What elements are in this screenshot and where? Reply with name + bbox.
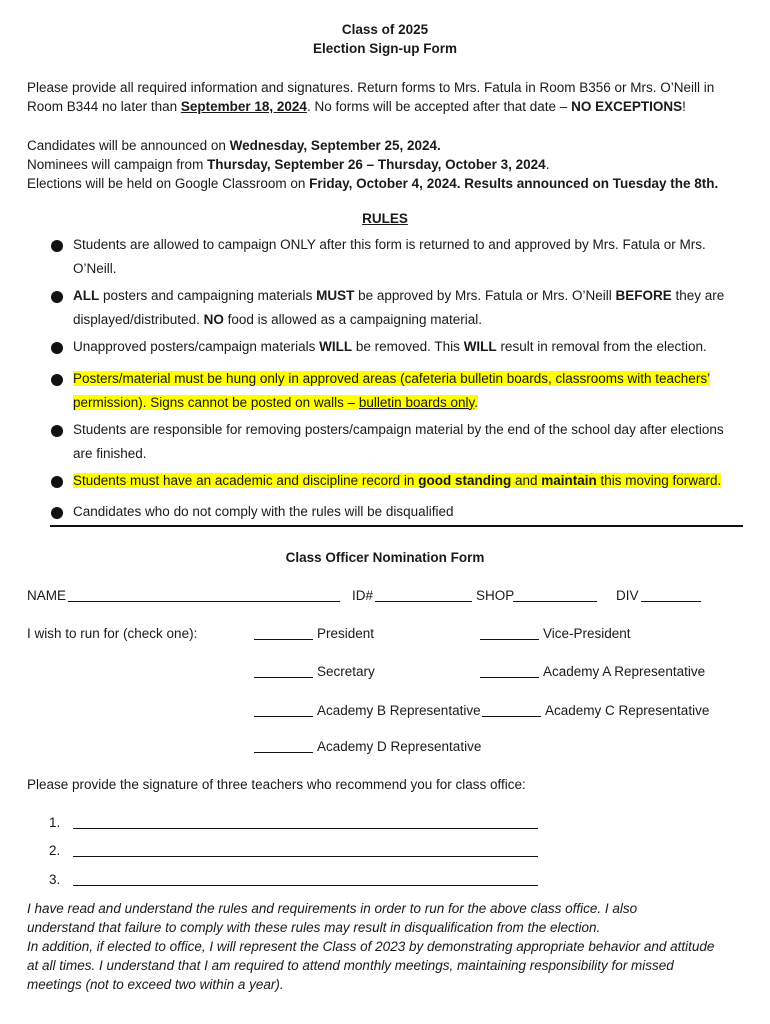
secretary-checkbox[interactable] — [254, 677, 313, 678]
campaign-text: Nominees will campaign from — [27, 157, 208, 172]
rule-2: ALL posters and campaigning materials MUST be approved by Mrs. Fatula or Mrs. O’Neill BEFORE they are displayed/distributed. NO food is allowed as a campaigning material. — [73, 288, 725, 327]
signature-number-3: 3. — [49, 872, 61, 887]
signature-prompt: Please provide the signature of three teachers who recommend you for class office: — [27, 777, 526, 792]
academy-d-checkbox[interactable] — [254, 752, 313, 753]
shop-field[interactable] — [513, 601, 597, 602]
rule-5: Students are responsible for removing posters/campaign material by the end of the school day after elections are finished. — [73, 422, 724, 461]
signature-line-3[interactable] — [73, 885, 538, 886]
election-text: Elections will be held on Google Classroom on — [27, 176, 310, 191]
form-class-title: Class of 2025 — [341, 22, 429, 37]
rule-1: Students are allowed to campaign ONLY after this form is returned to and approved by Mrs. Fatula or Mrs. O’Neill. — [73, 237, 706, 276]
intro-paragraph — [27, 78, 747, 116]
form-title: Election Sign-up Form — [313, 41, 457, 56]
academy-c-checkbox[interactable] — [482, 716, 541, 717]
agreement-line-4: at all times. I understand that I am required to attend monthly meetings, maintaining responsibility for missed — [27, 958, 674, 973]
signature-line-2[interactable] — [73, 856, 538, 857]
rule-4: Posters/material must be hung only in approved areas (cafeteria bulletin boards, classrooms with teachers’ permission). Signs cannot be posted on walls – bulletin boards only. — [73, 371, 710, 410]
schedule-block — [27, 136, 718, 193]
vice-president-checkbox[interactable] — [480, 639, 539, 640]
id-label: ID# — [352, 588, 374, 603]
election-line — [27, 174, 718, 193]
announce-text: Candidates will be announced on — [27, 138, 230, 153]
bullet-icon — [51, 425, 63, 437]
vice-president-option: Vice-President — [543, 626, 631, 641]
agreement-line-1: I have read and understand the rules and requirements in order to run for the above class office. I also — [27, 901, 638, 916]
academy-a-option: Academy A Representative — [543, 664, 706, 679]
signature-number-1: 1. — [49, 815, 61, 830]
bullet-icon — [51, 374, 63, 386]
deadline-date: September 18, 2024 — [180, 99, 307, 114]
announce-line — [27, 136, 718, 155]
president-checkbox[interactable] — [254, 639, 313, 640]
run-for-label: I wish to run for (check one): — [27, 626, 198, 641]
campaign-line — [27, 155, 718, 174]
div-label: DIV — [616, 588, 639, 603]
secretary-option: Secretary — [317, 664, 375, 679]
agreement-line-3: In addition, if elected to office, I will represent the Class of 2023 by demonstrating appropriate behavior and attitude — [27, 939, 715, 954]
academy-c-option: Academy C Representative — [545, 703, 710, 718]
shop-label: SHOP — [476, 588, 515, 603]
id-field[interactable] — [375, 601, 472, 602]
election-date: Friday, October 4, 2024. Results announced on Tuesday the 8th. — [309, 176, 719, 191]
campaign-dates: Thursday, September 26 – Thursday, October 3, 2024 — [207, 157, 546, 172]
academy-a-checkbox[interactable] — [480, 677, 539, 678]
academy-d-option: Academy D Representative — [317, 739, 482, 754]
rule-7: Candidates who do not comply with the rules will be disqualified — [73, 504, 454, 519]
intro-text-a: Please provide all required information and signatures. Return forms to Mrs. Fatula in Room B356 or Mrs. O’Neill in Room B344 no later than — [27, 80, 715, 114]
campaign-period: . — [545, 157, 550, 172]
div-field[interactable] — [641, 601, 701, 602]
rules-heading: RULES — [362, 211, 408, 226]
bullet-icon — [51, 507, 63, 519]
bullet-icon — [51, 342, 63, 354]
intro-text-b: . No forms will be accepted after that date – — [306, 99, 572, 114]
nomination-heading: Class Officer Nomination Form — [285, 550, 485, 565]
rule-6: Students must have an academic and discipline record in good standing and maintain this moving forward. — [73, 473, 722, 488]
academy-b-option: Academy B Representative — [317, 703, 481, 718]
announce-date: Wednesday, September 25, 2024. — [229, 138, 441, 153]
bullet-icon — [51, 291, 63, 303]
agreement-line-5: meetings (not to exceed two within a year). — [27, 977, 284, 992]
signature-line-1[interactable] — [73, 828, 538, 829]
agreement-statement — [27, 899, 762, 994]
no-exceptions: NO EXCEPTIONS — [571, 99, 683, 114]
name-field[interactable] — [68, 601, 340, 602]
rule-3: Unapproved posters/campaign materials WILL be removed. This WILL result in removal from the election. — [73, 339, 707, 354]
intro-text-c: ! — [682, 99, 686, 114]
agreement-line-2: understand that failure to comply with these rules may result in disqualification from the election. — [27, 920, 601, 935]
academy-b-checkbox[interactable] — [254, 716, 313, 717]
name-label: NAME — [27, 588, 67, 603]
signature-number-2: 2. — [49, 843, 61, 858]
president-option: President — [317, 626, 375, 641]
bullet-icon — [51, 240, 63, 252]
section-divider — [50, 525, 743, 527]
bullet-icon — [51, 476, 63, 488]
